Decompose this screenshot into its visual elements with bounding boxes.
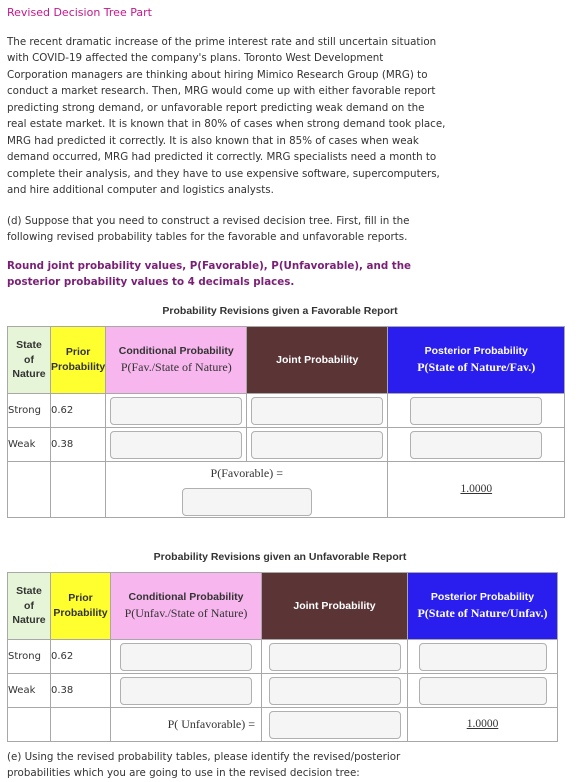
header-conditional-probability: Conditional Probability P(Fav./State of Nature): [106, 327, 247, 394]
posterior-weak-input[interactable]: [410, 431, 542, 459]
prior-value: 0.62: [51, 640, 111, 674]
prior-value: 0.62: [51, 394, 106, 428]
header-conditional-probability: Conditional Probability P(Unfav./State of Nature): [111, 573, 262, 640]
joint-strong-input[interactable]: [269, 643, 401, 671]
state-label: Weak: [8, 674, 51, 708]
unfavorable-table: [7, 572, 558, 742]
conditional-strong-input[interactable]: [120, 643, 252, 671]
favorable-table: [7, 326, 565, 518]
header-state-of-nature: State of Nature: [8, 327, 51, 394]
state-label: Strong: [8, 394, 51, 428]
joint-weak-input[interactable]: [269, 677, 401, 705]
header-joint-probability: Joint Probability: [262, 573, 408, 640]
header-state-of-nature: State of Nature: [8, 573, 51, 640]
part-e-instructions: (e) Using the revised probability tables, please identify the revised/posterior probabilities which you are going to use in the revised decision tree:: [7, 751, 401, 780]
p-unfavorable-input[interactable]: [269, 711, 401, 739]
p-unfavorable-label: P( Unfavorable) =: [167, 716, 255, 731]
header-joint-probability: Joint Probability: [247, 327, 388, 394]
conditional-strong-input[interactable]: [110, 397, 242, 425]
p-favorable-label: P(Favorable) =: [210, 466, 283, 481]
joint-strong-input[interactable]: [251, 397, 383, 425]
state-label: Strong: [8, 640, 51, 674]
total-row: [8, 708, 558, 742]
p-favorable-input[interactable]: [182, 488, 312, 516]
prior-value: 0.38: [51, 428, 106, 462]
posterior-weak-input[interactable]: [419, 677, 547, 705]
total-row: [8, 462, 565, 518]
posterior-total: 1.0000: [460, 483, 493, 496]
favorable-total-cell: [106, 462, 388, 518]
conditional-weak-input[interactable]: [120, 677, 252, 705]
unfavorable-table-caption: Probability Revisions given an Unfavorable Report: [153, 551, 407, 563]
posterior-strong-input[interactable]: [419, 643, 547, 671]
problem-intro: The recent dramatic increase of the prime interest rate and still uncertain situation with COVID-19 affected the company's plans. Toronto West Development Corporation managers are thinking about hiring Mimico Research Group (MRG) to conduct a market research. Then, MRG would come up with either favorable report predicting strong demand, or unfavorable report predicting weak demand on the real estate market. It is known that in 80% of cases when strong demand took place, MRG had predicted it correctly. It is also known that in 85% of cases when weak demand occurred, MRG had predicted it correctly. MRG specialists need a month to complete their analysis, and they have to use expensive software, supercomputers, and hire additional computer and logistics analysts.: [7, 36, 446, 197]
favorable-table-caption: Probability Revisions given a Favorable Report: [162, 305, 398, 317]
part-d-instructions: (d) Suppose that you need to construct a revised decision tree. First, fill in the following revised probability tables for the favorable and unfavorable reports.: [7, 215, 410, 244]
table-row: [8, 394, 565, 428]
table-row: [8, 428, 565, 462]
table-row: [8, 674, 558, 708]
posterior-strong-input[interactable]: [410, 397, 542, 425]
rounding-note: Round joint probability values, P(Favorable), P(Unfavorable), and the posterior probability values to 4 decimals places.: [7, 260, 412, 289]
joint-weak-input[interactable]: [251, 431, 383, 459]
header-prior-probability: Prior Probability: [51, 573, 111, 640]
header-posterior-probability: Posterior Probability P(State of Nature/Unfav.): [408, 573, 558, 640]
header-posterior-probability: Posterior Probability P(State of Nature/Fav.): [388, 327, 565, 394]
page-title: Revised Decision Tree Part: [7, 6, 152, 19]
table-row: [8, 640, 558, 674]
posterior-total: 1.0000: [466, 718, 499, 731]
conditional-weak-input[interactable]: [110, 431, 242, 459]
header-prior-probability: Prior Probability: [51, 327, 106, 394]
prior-value: 0.38: [51, 674, 111, 708]
state-label: Weak: [8, 428, 51, 462]
